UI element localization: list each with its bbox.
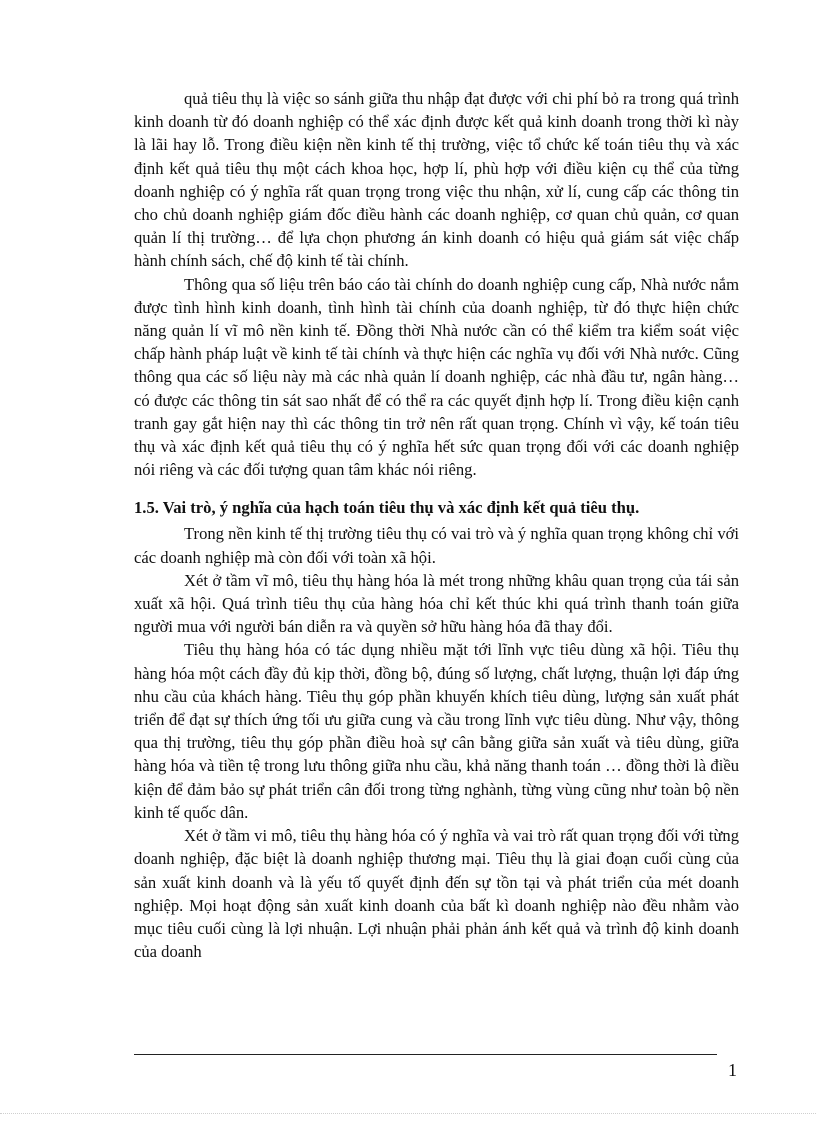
body-paragraph: quả tiêu thụ là việc so sánh giữa thu nhập đạt được với chi phí bỏ ra trong quá trình kinh doanh từ đó doanh nghiệp có thể xác định được kết quả kinh doanh trong thời kì này là lãi hay lỗ. Trong điều kiện nền kinh tế thị trường, việc tổ chức kế toán tiêu thụ và xác định kết quả tiêu thụ một cách khoa học, hợp lí, phù hợp với điều kiện cụ thể của từng doanh nghiệp có ý nghĩa rất quan trọng trong việc thu nhận, xử lí, cung cấp các thông tin cho chủ doanh nghiệp giám đốc điều hành các doanh nghiệp, cơ quan chủ quản, cơ quan quản lí thị trường… để lựa chọn phương án kinh doanh có hiệu quả giám sát việc chấp hành chính sách, chế độ kinh tế tài chính.	[134, 89, 739, 271]
footer-divider	[134, 1054, 717, 1055]
body-paragraph: Thông qua số liệu trên báo cáo tài chính do doanh nghiệp cung cấp, Nhà nước nắm được tình hình kinh doanh, tình hình tài chính của doanh nghiệp, từ đó thực hiện chức năng quản lí vĩ mô nền kinh tế. Đồng thời Nhà nước cần có thể kiểm tra kiểm soát việc chấp hành pháp luật về kinh tế tài chính và thực hiện các nghĩa vụ đối với Nhà nước. Cũng thông qua các số liệu này mà các nhà quản lí doanh nghiệp, các nhà đầu tư, ngân hàng… có được các thông tin sát sao nhất để có thể ra các quyết định hợp lí. Trong điều kiện cạnh tranh gay gắt hiện nay thì các thông tin trở nên rất quan trọng. Chính vì vậy, kế toán tiêu thụ và xác định kết quả tiêu thụ có ý nghĩa hết sức quan trọng đối với các doanh nghiệp nói riêng và các đối tượng quan tâm khác nói riêng.	[134, 274, 739, 480]
body-paragraph: Xét ở tầm vĩ mô, tiêu thụ hàng hóa là mét trong những khâu quan trọng của tái sản xuất xã hội. Quá trình tiêu thụ của hàng hóa chỉ kết thúc khi quá trình thanh toán giữa người mua với người bán diễn ra và quyền sở hữu hàng hóa đã thay đổi.	[134, 570, 739, 637]
page-number: 1	[728, 1060, 737, 1080]
page-body	[134, 87, 739, 963]
section-heading: 1.5. Vai trò, ý nghĩa của hạch toán tiêu thụ và xác định kết quả tiêu thụ.	[134, 498, 640, 518]
page-bottom-border	[0, 1113, 816, 1114]
body-paragraph: Tiêu thụ hàng hóa có tác dụng nhiều mặt tới lĩnh vực tiêu dùng xã hội. Tiêu thụ hàng hóa một cách đầy đủ kịp thời, đồng bộ, đúng số lượng, chất lượng, thuận lợi đáp ứng nhu cầu của khách hàng. Tiêu thụ góp phần khuyến khích tiêu dùng, lượng sản xuất phát triển để đạt sự thích ứng tối ưu giữa cung và cầu trong lĩnh vực tiêu dùng. Như vậy, thông qua thị trường, tiêu thụ góp phần điều hoà sự cân bằng giữa sản xuất và tiêu dùng, giữa hàng hóa và tiền tệ trong lưu thông giữa nhu cầu, khả năng thanh toán … đồng thời là điều kiện để đảm bảo sự phát triển cân đối trong từng nghành, từng vùng cũng như toàn bộ nền kinh tế quốc dân.	[134, 640, 739, 822]
body-paragraph: Xét ở tầm vi mô, tiêu thụ hàng hóa có ý nghĩa và vai trò rất quan trọng đối với từng doanh nghiệp, đặc biệt là doanh nghiệp thương mại. Tiêu thụ là giai đoạn cuối cùng của sản xuất kinh doanh và là yếu tố quyết định đến sự tồn tại và phát triển của mét doanh nghiệp. Mọi hoạt động sản xuất kinh doanh của bất kì doanh nghiệp nào đều nhằm vào mục tiêu cuối cùng là lợi nhuận. Lợi nhuận phải phản ánh kết quả và trình độ kinh doanh của doanh	[134, 826, 739, 962]
body-paragraph: Trong nền kinh tế thị trường tiêu thụ có vai trò và ý nghĩa quan trọng không chỉ với các doanh nghiệp mà còn đối với toàn xã hội.	[134, 524, 739, 567]
